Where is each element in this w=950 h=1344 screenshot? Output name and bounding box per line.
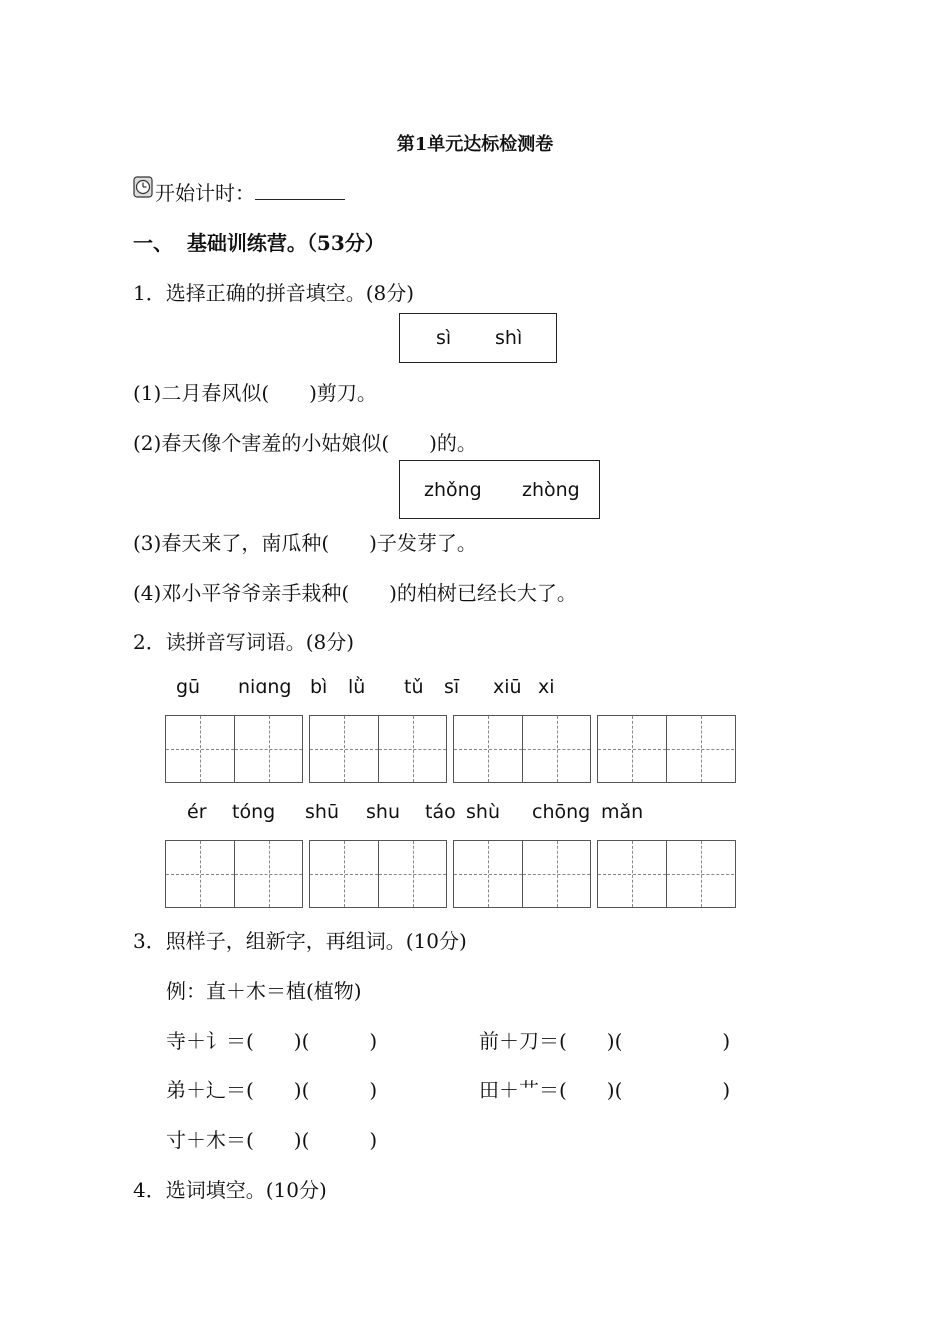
pinyin-syllable: shù: [466, 801, 500, 823]
pinyin-syllable: sī: [444, 676, 460, 698]
section-heading: 一、 基础训练营。（53分）: [133, 231, 385, 255]
q1-item-4: (4)邓小平爷爷亲手栽种( )的柏树已经长大了。: [133, 581, 577, 605]
pinyin-option: shì: [495, 327, 523, 349]
pinyin-syllable: xiū: [493, 676, 522, 698]
writing-grid[interactable]: [597, 840, 736, 908]
q3-item-2: 前＋刀＝( )( ): [479, 1029, 731, 1053]
pinyin-syllable: mǎn: [601, 801, 644, 823]
pinyin-option: zhòng: [522, 478, 580, 501]
pinyin-syllable: táo: [425, 801, 456, 823]
pinyin-syllable: shū: [305, 801, 339, 823]
q3-item-3: 弟＋辶＝( )( ): [166, 1078, 378, 1102]
timer-label: 开始计时：: [155, 181, 255, 205]
q3-item-5: 寸＋木＝( )( ): [166, 1128, 378, 1152]
q4-prompt: 4．选词填空。(10分): [133, 1178, 327, 1202]
pinyin-syllable: xi: [538, 676, 555, 698]
writing-grid[interactable]: [597, 715, 736, 783]
q3-example: 例：直＋木＝植(植物): [166, 979, 362, 1003]
q3-item-1: 寺＋讠＝( )( ): [166, 1029, 378, 1053]
pinyin-syllable: lǜ: [348, 676, 366, 698]
q3-prompt: 3．照样子，组新字，再组词。(10分): [133, 929, 467, 953]
writing-grid[interactable]: [165, 715, 303, 783]
q3-item-4: 田＋艹＝( )( ): [479, 1078, 731, 1102]
q2-prompt: 2．读拼音写词语。(8分): [133, 630, 355, 654]
page-title: 第1单元达标检测卷: [396, 134, 554, 155]
q1-prompt: 1．选择正确的拼音填空。(8分): [133, 281, 415, 305]
writing-grid[interactable]: [165, 840, 303, 908]
pinyin-syllable: tǔ: [404, 676, 424, 698]
clock-icon: [133, 176, 153, 198]
q1-item-2: (2)春天像个害羞的小姑娘似( )的。: [133, 431, 477, 455]
pinyin-syllable: ér: [187, 801, 207, 823]
pinyin-syllable: shu: [366, 801, 400, 823]
q1-item-1: (1)二月春风似( )剪刀。: [133, 381, 377, 405]
timer-line: [155, 177, 345, 206]
pinyin-syllable: gū: [176, 676, 201, 698]
pinyin-syllable: bì: [310, 676, 328, 698]
writing-grid[interactable]: [453, 715, 591, 783]
pinyin-syllable: niɑng: [238, 676, 292, 698]
writing-grid[interactable]: [309, 715, 447, 783]
pinyin-syllable: tóng: [232, 801, 276, 823]
pinyin-syllable: chōng: [532, 801, 591, 823]
q1-item-3: (3)春天来了，南瓜种( )子发芽了。: [133, 531, 477, 555]
writing-grid[interactable]: [453, 840, 591, 908]
pinyin-option: zhǒng: [424, 478, 482, 501]
pinyin-choice-box-1: [399, 313, 557, 363]
pinyin-option: sì: [436, 327, 452, 349]
pinyin-choice-box-2: [399, 460, 600, 519]
timer-blank[interactable]: [255, 181, 345, 200]
writing-grid[interactable]: [309, 840, 447, 908]
